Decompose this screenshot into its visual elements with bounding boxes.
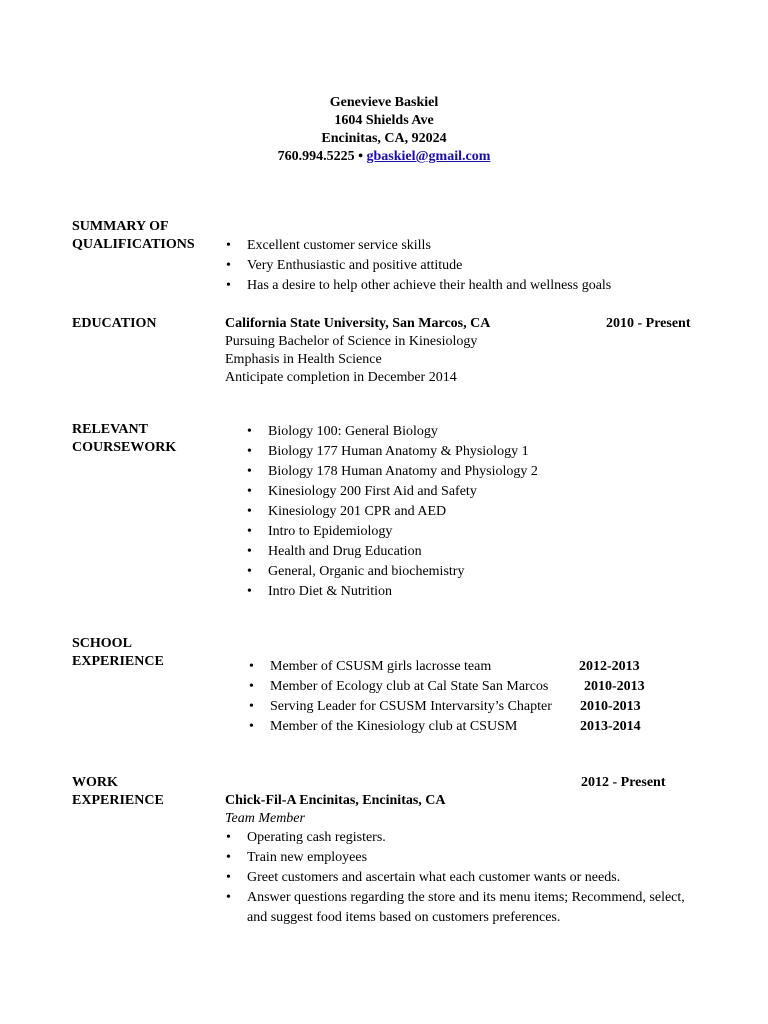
school-experience-date: 2010-2013 [580,699,641,714]
degree-line: Pursuing Bachelor of Science in Kinesiology [225,334,478,349]
list-item: • Kinesiology 201 CPR and AED [246,502,538,522]
list-item: • Member of Ecology club at Cal State San Marcos [248,677,552,697]
applicant-name: Genevieve Baskiel [329,95,439,110]
list-item: • Has a desire to help other achieve their health and wellness goals [225,276,611,296]
bullet-icon: • [247,504,252,519]
work-experience-label [72,774,222,810]
job-title: Team Member [225,811,305,826]
bullet-icon: • [249,659,254,674]
bullet-icon: • [249,699,254,714]
list-item: • Member of the Kinesiology club at CSUSM [248,717,552,737]
list-item: • Member of CSUSM girls lacrosse team [248,657,552,677]
list-item: • Health and Drug Education [246,542,538,562]
work-dates: 2012 - Present [581,775,666,790]
school-experience-label [72,635,222,671]
bullet-icon: • [226,890,231,905]
bullet-icon: • [226,830,231,845]
school-experience-label-line1: SCHOOL [72,636,132,651]
list-item: • Intro to Epidemiology [246,522,538,542]
emphasis-line: Emphasis in Health Science [225,352,382,367]
bullet-icon: • [247,424,252,439]
separator-dot: • [358,149,364,164]
school-experience-date: 2010-2013 [584,679,645,694]
summary-label-line2: QUALIFICATIONS [72,237,195,252]
bullet-icon: • [247,464,252,479]
bullet-icon: • [247,484,252,499]
coursework-label-line1: RELEVANT [72,422,148,437]
summary-list [225,236,611,296]
street-address: 1604 Shields Ave [334,113,434,128]
bullet-icon: • [226,238,231,253]
list-item: • Very Enthusiastic and positive attitude [225,256,611,276]
bullet-icon: • [226,850,231,865]
school-experience-date: 2013-2014 [580,719,641,734]
list-item: • Biology 177 Human Anatomy & Physiology 1 [246,442,538,462]
summary-label [72,218,222,254]
bullet-icon: • [226,258,231,273]
list-item: • Greet customers and ascertain what each customer wants or needs. [225,868,695,888]
list-item: • Serving Leader for CSUSM Intervarsity’s Chapter [248,697,552,717]
completion-line: Anticipate completion in December 2014 [225,370,457,385]
contact-header [0,94,768,166]
bullet-icon: • [249,719,254,734]
list-item: • Train new employees [225,848,695,868]
phone-email-line [0,148,768,166]
bullet-icon: • [247,564,252,579]
phone-number: 760.994.5225 [277,149,355,164]
bullet-icon: • [226,278,231,293]
summary-label-line1: SUMMARY OF [72,219,169,234]
school-experience-label-line2: EXPERIENCE [72,654,164,669]
list-item: • Intro Diet & Nutrition [246,582,538,602]
coursework-label [72,421,222,457]
school-name: California State University, San Marcos, CA [225,316,491,331]
list-item: • Biology 178 Human Anatomy and Physiology 2 [246,462,538,482]
employer-name: Chick-Fil-A Encinitas, Encinitas, CA [225,793,446,808]
list-item: • Biology 100: General Biology [246,422,538,442]
education-dates: 2010 - Present [606,316,691,331]
education-label: EDUCATION [72,316,157,331]
bullet-icon: • [226,870,231,885]
bullet-icon: • [249,679,254,694]
list-item: • Excellent customer service skills [225,236,611,256]
coursework-list [246,422,538,602]
coursework-label-line2: COURSEWORK [72,440,177,455]
bullet-icon: • [247,544,252,559]
list-item: • General, Organic and biochemistry [246,562,538,582]
bullet-icon: • [247,584,252,599]
list-item: • Answer questions regarding the store and its menu items; Recommend, select, and suggest food items based on customers preferences. [226,890,685,925]
bullet-icon: • [247,524,252,539]
email-link[interactable]: gbaskiel@gmail.com [366,149,491,164]
work-duties-list [225,828,695,928]
city-state-zip: Encinitas, CA, 92024 [321,131,447,146]
work-experience-label-line2: EXPERIENCE [72,793,164,808]
school-experience-date: 2012-2013 [579,659,640,674]
list-item: • Operating cash registers. [225,828,695,848]
bullet-icon: • [247,444,252,459]
work-experience-label-line1: WORK [72,775,118,790]
list-item: • Kinesiology 200 First Aid and Safety [246,482,538,502]
school-experience-list [248,657,552,737]
